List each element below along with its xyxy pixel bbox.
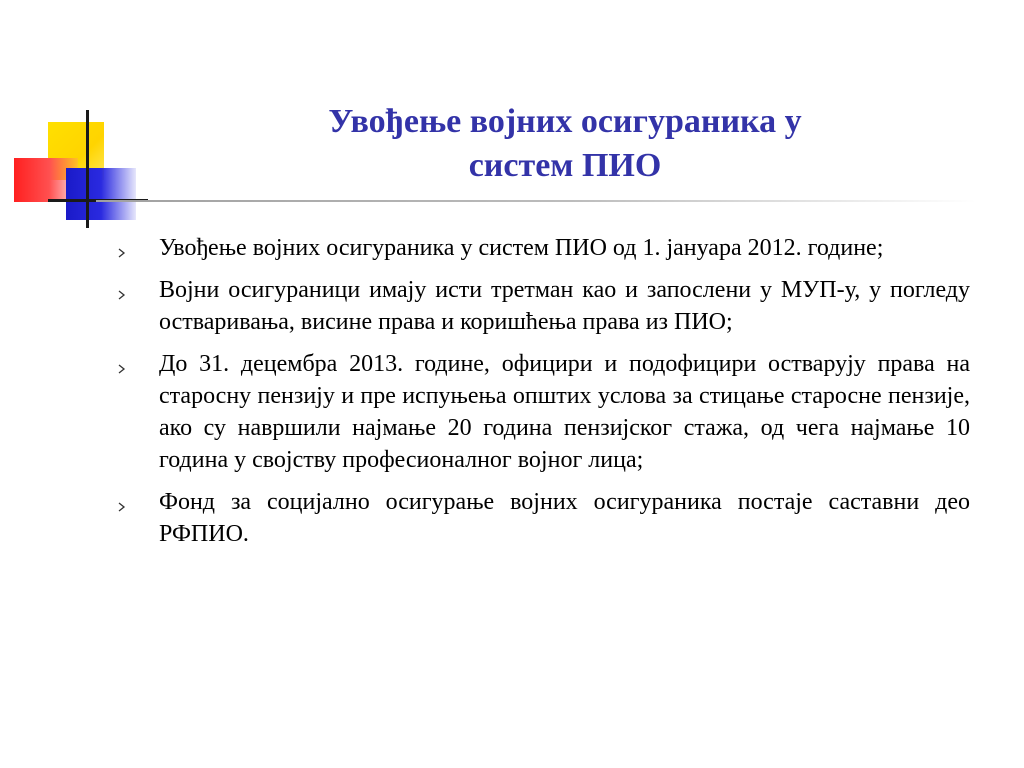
slide-title-line-1: Увођење војних осигураника у	[328, 103, 802, 140]
chevron-arrow-bullet-icon	[118, 245, 126, 255]
decorative-logo	[0, 0, 160, 240]
bullet-item	[118, 232, 970, 264]
bullet-text: До 31. децембра 2013. године, официри и подофицири остварују права на старосну пензију и пре испуњења општих услова за стицање старосне пензије, ако су навршили најмање 20 година пензијског стажа, од чега најмање 10 година у својству професионалног војног лица;	[159, 351, 970, 473]
chevron-arrow-bullet-icon	[118, 499, 126, 509]
bullet-text: Увођење војних осигураника у систем ПИО од 1. јануара 2012. године;	[159, 235, 884, 261]
bullet-text: Фонд за социјално осигурање војних осигураника постаје саставни део РФПИО.	[159, 489, 970, 547]
bullet-list	[118, 232, 970, 560]
bullet-text: Војни осигураници имају исти третман као и запослени у МУП-у, у погледу остваривања, висине права и коришћења права из ПИО;	[159, 277, 970, 335]
bullet-item	[118, 486, 970, 550]
chevron-arrow-bullet-icon	[118, 287, 126, 297]
slide-title-line-2: систем ПИО	[468, 147, 662, 184]
bullet-item	[118, 274, 970, 338]
blue-square	[66, 168, 136, 220]
vertical-line	[86, 110, 89, 228]
slide-title	[230, 100, 900, 188]
bullet-item	[118, 348, 970, 476]
chevron-arrow-bullet-icon	[118, 361, 126, 371]
title-divider	[96, 200, 976, 202]
